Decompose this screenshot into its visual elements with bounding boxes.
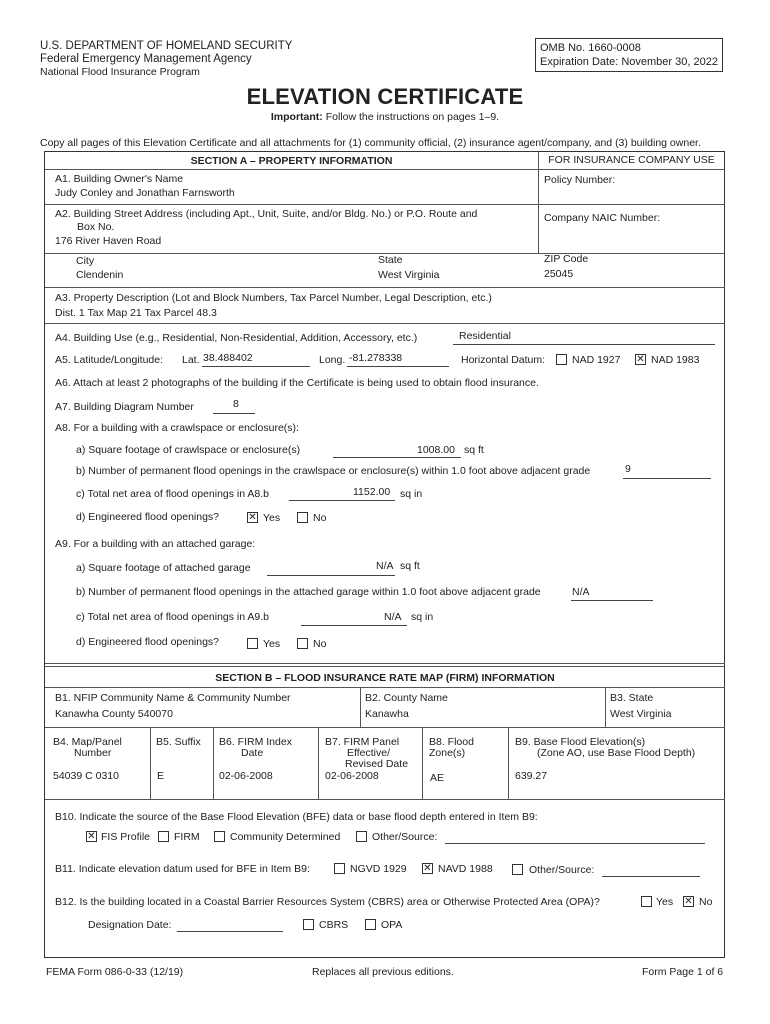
important-note	[0, 111, 770, 123]
a9-label: A9. For a building with an attached garage:	[55, 538, 256, 550]
a8d-label: d) Engineered flood openings?	[76, 511, 220, 523]
b2-value: Kanawha	[365, 708, 409, 720]
a9b-value: N/A	[572, 586, 590, 598]
zip-value: 25045	[544, 268, 574, 280]
long-value: -81.278338	[349, 352, 403, 364]
other-source-label: Other/Source:	[372, 831, 438, 843]
a9d-label: d) Engineered flood openings?	[76, 636, 220, 648]
b12-no-label: No	[699, 896, 713, 908]
long-label: Long.	[319, 354, 346, 366]
agency-nfip: National Flood Insurance Program	[40, 66, 200, 78]
b6-label: B6. FIRM Index	[219, 736, 292, 748]
b3-label: B3. State	[610, 692, 654, 704]
opa-label: OPA	[381, 919, 403, 931]
a6-label: A6. Attach at least 2 photographs of the building if the Certificate is being used to obtain flood insurance.	[55, 377, 539, 389]
b12-yes-checkbox[interactable]	[641, 896, 652, 907]
important-text: Follow the instructions on pages 1–9.	[322, 111, 500, 123]
b12-yes-label: Yes	[656, 896, 674, 908]
opa-checkbox[interactable]	[365, 919, 376, 930]
a7-label: A7. Building Diagram Number	[55, 401, 194, 413]
a8a-label: a) Square footage of crawlspace or enclosure(s)	[76, 444, 301, 456]
a9c-value: N/A	[384, 611, 402, 623]
a1-value: Judy Conley and Jonathan Farnsworth	[55, 187, 235, 199]
a8b-label: b) Number of permanent flood openings in the crawlspace or enclosure(s) within 1.0 foot above adjacent grade	[76, 465, 591, 477]
b7-value: 02-06-2008	[325, 770, 379, 782]
b5-value: E	[157, 770, 165, 782]
b7-label: B7. FIRM Panel	[325, 736, 400, 748]
b11-label: B11. Indicate elevation datum used for BFE in Item B9:	[55, 863, 310, 875]
other-source2-checkbox[interactable]	[512, 864, 523, 875]
a9c-unit: sq in	[411, 611, 434, 623]
a3-value: Dist. 1 Tax Map 21 Tax Parcel 48.3	[55, 307, 217, 319]
omb-box	[535, 38, 723, 72]
designation-date-label: Designation Date:	[88, 919, 172, 931]
b7-label-3: Revised Date	[345, 758, 409, 770]
a2-label: A2. Building Street Address (including Apt., Unit, Suite, and/or Bldg. No.) or P.O. Route and	[55, 208, 478, 220]
nad1983-checkbox[interactable]: ✕	[636, 354, 645, 365]
nad1983-label: NAD 1983	[651, 354, 700, 366]
agency-fema: Federal Emergency Management Agency	[40, 53, 252, 65]
community-determined-label: Community Determined	[230, 831, 341, 843]
a8b-value: 9	[625, 463, 631, 475]
b8-label-2: Zone(s)	[429, 747, 466, 759]
important-label: Important:	[270, 111, 323, 123]
a9b-label: b) Number of permanent flood openings in the attached garage within 1.0 foot above adjacent grade	[76, 586, 541, 598]
b6-label-2: Date	[241, 747, 264, 759]
a3-label: A3. Property Description (Lot and Block Numbers, Tax Parcel Number, Legal Description, etc.)	[55, 292, 492, 304]
ngvd1929-checkbox[interactable]	[334, 863, 345, 874]
a8-label: A8. For a building with a crawlspace or enclosure(s):	[55, 422, 299, 434]
a5-label: A5. Latitude/Longitude:	[55, 354, 164, 366]
a4-label: A4. Building Use (e.g., Residential, Non-Residential, Addition, Accessory, etc.)	[55, 332, 418, 344]
b7-label-2: Effective/	[347, 747, 390, 759]
zip-label: ZIP Code	[544, 253, 589, 265]
b9-value: 639.27	[515, 770, 548, 782]
b9-label-2: (Zone AO, use Base Flood Depth)	[537, 747, 696, 759]
form-id: FEMA Form 086-0-33 (12/19)	[46, 966, 184, 978]
b4-value: 54039 C 0310	[53, 770, 119, 782]
b6-value: 02-06-2008	[219, 770, 273, 782]
section-a-heading: SECTION A – PROPERTY INFORMATION	[190, 155, 393, 167]
nad1927-checkbox[interactable]	[556, 354, 567, 365]
b10-label: B10. Indicate the source of the Base Flood Elevation (BFE) data or base flood depth entered in Item B9:	[55, 811, 538, 823]
omb-number: OMB No. 1660-0008	[540, 42, 641, 54]
fis-profile-label: FIS Profile	[101, 831, 151, 843]
horizontal-datum-label: Horizontal Datum:	[461, 354, 546, 366]
a9a-value: N/A	[376, 560, 394, 572]
section-b-heading: SECTION B – FLOOD INSURANCE RATE MAP (FIRM) INFORMATION	[215, 672, 555, 684]
replaces-note: Replaces all previous editions.	[312, 966, 454, 978]
nad1927-label: NAD 1927	[572, 354, 621, 366]
city-label: City	[76, 255, 95, 267]
a8a-value: 1008.00	[417, 444, 455, 456]
a8c-value: 1152.00	[353, 486, 391, 498]
a8d-no-checkbox[interactable]	[297, 512, 308, 523]
a8d-yes-checkbox[interactable]: ✕	[248, 512, 257, 523]
a9a-unit: sq ft	[400, 560, 420, 572]
lat-value: 38.488402	[203, 352, 253, 364]
a9d-yes-checkbox[interactable]	[247, 638, 258, 649]
b4-label: B4. Map/Panel	[53, 736, 122, 748]
policy-number-label: Policy Number:	[544, 174, 616, 186]
b1-value: Kanawha County 540070	[55, 708, 173, 720]
ngvd1929-label: NGVD 1929	[350, 863, 407, 875]
a4-value: Residential	[459, 330, 511, 342]
b8-value: AE	[430, 772, 445, 784]
b5-label: B5. Suffix	[156, 736, 201, 748]
b12-label: B12. Is the building located in a Coastal Barrier Resources System (CBRS) area or Otherwise Protected Area (OPA)?	[55, 896, 600, 908]
insurance-use-heading: FOR INSURANCE COMPANY USE	[548, 154, 715, 166]
cbrs-checkbox[interactable]	[303, 919, 314, 930]
city-value: Clendenin	[76, 269, 124, 281]
cbrs-label: CBRS	[319, 919, 349, 931]
other-source-checkbox[interactable]	[356, 831, 367, 842]
b4-label-2: Number	[74, 747, 112, 759]
b12-no-checkbox[interactable]: ✕	[684, 896, 693, 907]
a1-label: A1. Building Owner's Name	[55, 173, 184, 185]
lat-label: Lat.	[182, 354, 200, 366]
a2-value: 176 River Haven Road	[55, 235, 162, 247]
a9d-no-checkbox[interactable]	[297, 638, 308, 649]
a8c-label: c) Total net area of flood openings in A8.b	[76, 488, 270, 500]
omb-expiration: Expiration Date: November 30, 2022	[540, 56, 718, 68]
a9c-label: c) Total net area of flood openings in A9.b	[76, 611, 270, 623]
naic-label: Company NAIC Number:	[544, 212, 661, 224]
b9-label: B9. Base Flood Elevation(s)	[515, 736, 646, 748]
community-determined-checkbox[interactable]	[214, 831, 225, 842]
other-source2-label: Other/Source:	[529, 864, 595, 876]
page-title: ELEVATION CERTIFICATE	[246, 84, 524, 109]
a8c-unit: sq in	[400, 488, 423, 500]
b2-label: B2. County Name	[365, 692, 448, 704]
navd1988-label: NAVD 1988	[438, 863, 493, 875]
b1-label: B1. NFIP Community Name & Community Number	[55, 692, 291, 704]
state-value: West Virginia	[378, 269, 440, 281]
firm-label: FIRM	[174, 831, 200, 843]
fis-profile-checkbox[interactable]: ✕	[87, 831, 96, 842]
a9d-no-label: No	[313, 638, 327, 650]
a8d-no-label: No	[313, 512, 327, 524]
state-label: State	[378, 254, 403, 266]
a8d-yes-label: Yes	[263, 512, 281, 524]
a9a-label: a) Square footage of attached garage	[76, 562, 251, 574]
navd1988-checkbox[interactable]: ✕	[423, 863, 432, 874]
a8a-unit: sq ft	[464, 444, 484, 456]
a7-value: 8	[233, 398, 239, 410]
agency-dept: U.S. DEPARTMENT OF HOMELAND SECURITY	[40, 40, 293, 52]
b8-label: B8. Flood	[429, 736, 474, 748]
b3-value: West Virginia	[610, 708, 672, 720]
certificate-form	[44, 151, 725, 958]
page-number: Form Page 1 of 6	[642, 966, 724, 978]
firm-checkbox[interactable]	[158, 831, 169, 842]
a2-label-2: Box No.	[77, 221, 115, 233]
a9d-yes-label: Yes	[263, 638, 281, 650]
copy-notice: Copy all pages of this Elevation Certificate and all attachments for (1) community official, (2) insurance agent/company, and (3) building owner.	[40, 137, 701, 149]
